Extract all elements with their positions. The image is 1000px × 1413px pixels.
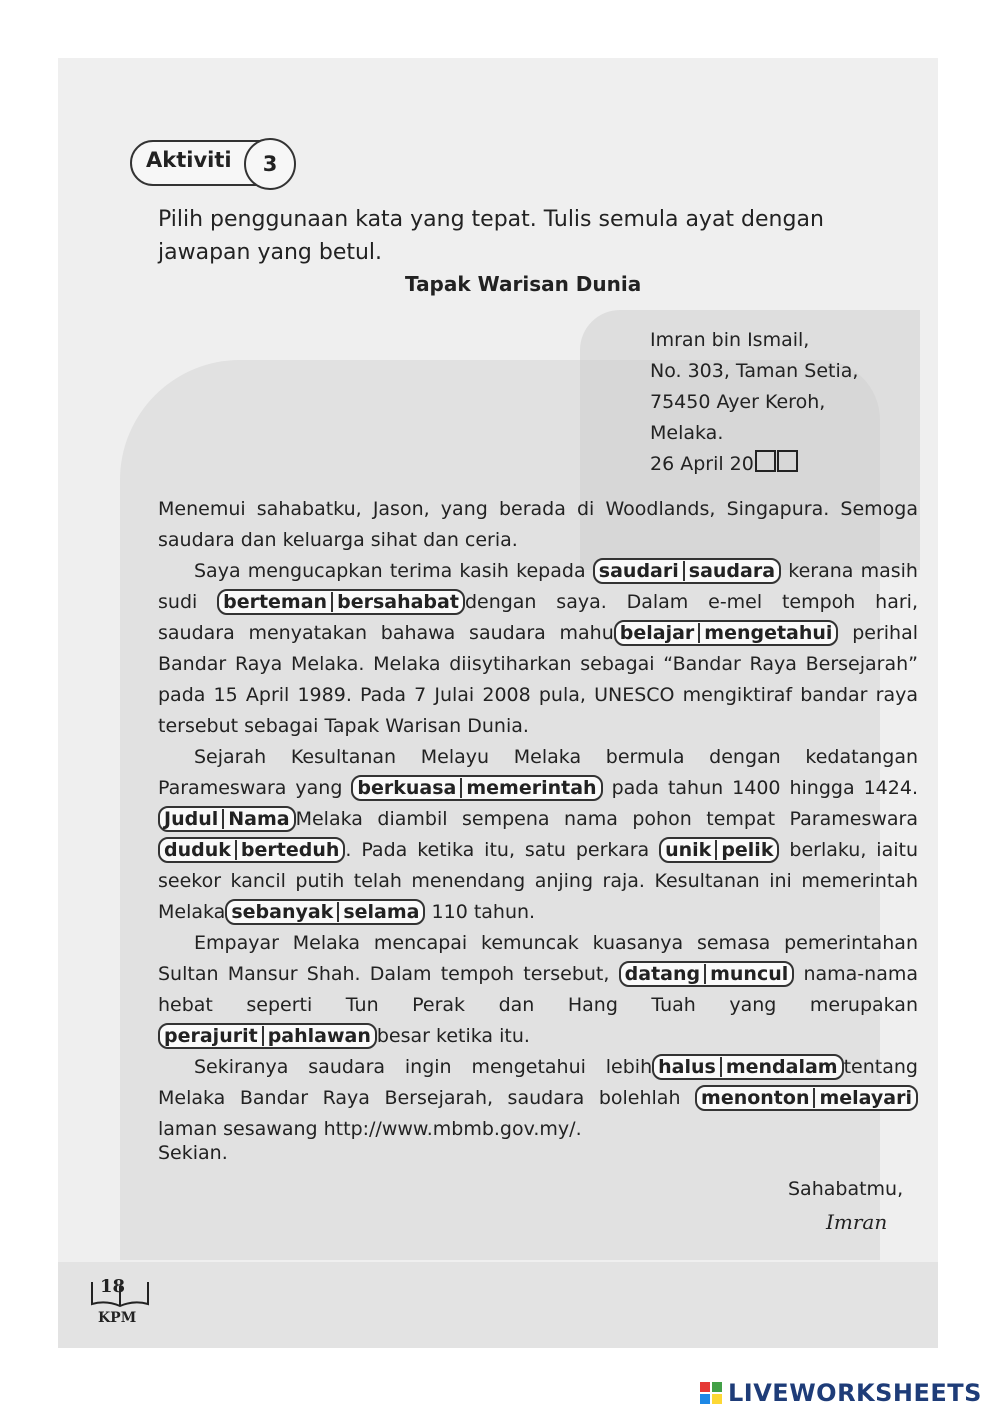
option-b[interactable]: melayari [819, 1087, 912, 1109]
text: besar ketika itu. [376, 1025, 530, 1047]
website-url: http://www.mbmb.gov.my/ [323, 1118, 576, 1140]
text: . Pada ketika itu, satu perkara [345, 839, 650, 861]
address-line-2: No. 303, Taman Setia, [650, 360, 859, 382]
text: pada tahun 1400 hingga 1424. [611, 777, 918, 799]
letter-date [650, 449, 858, 480]
letter-body [158, 494, 918, 1145]
option-a[interactable]: berteman [223, 591, 328, 613]
publisher: KPM [98, 1310, 137, 1326]
text: perihal Bandar Raya Melaka. Melaka diisytiharkan sebagai “Bandar Raya Bersejarah” pada 15 April 1989. Pada 7 Julai 2008 pula, UNESCO mengiktiraf bandar raya tersebut sebagai Tapak Warisan Dunia. [158, 622, 918, 737]
word-choice[interactable] [158, 806, 296, 832]
option-a[interactable]: duduk [164, 839, 231, 861]
paragraph-2 [158, 556, 918, 742]
signature: Imran [826, 1210, 888, 1234]
text: Sekiranya saudara ingin mengetahui lebih [194, 1056, 653, 1078]
text: kerana masih sudi [158, 560, 918, 613]
paragraph-5 [158, 1052, 918, 1145]
date-text: 26 April 20 [650, 453, 754, 475]
address-line-1: Imran bin Ismail, [650, 329, 810, 351]
page-number: 18 [100, 1276, 126, 1297]
word-choice[interactable] [659, 837, 779, 863]
option-a[interactable]: belajar [619, 622, 695, 644]
text: dengan saya. Dalam e-mel tempoh hari, saudara menyatakan bahawa saudara mahu [158, 591, 918, 644]
option-b[interactable]: bersahabat [337, 591, 459, 613]
word-choice[interactable] [158, 837, 345, 863]
option-a[interactable]: unik [665, 839, 712, 861]
text: nama-nama hebat seperti Tun Perak dan Hang Tuah yang merupakan [158, 963, 918, 1016]
option-b[interactable]: selama [343, 901, 420, 923]
address-line-3: 75450 Ayer Keroh, [650, 391, 826, 413]
option-a[interactable]: perajurit [164, 1025, 258, 1047]
brand-logo-icon [700, 1382, 722, 1404]
word-choice[interactable] [619, 961, 795, 987]
sender-address [650, 325, 858, 480]
option-b[interactable]: pelik [721, 839, 774, 861]
text: 110 tahun. [431, 901, 536, 923]
closing: Sekian. [158, 1142, 228, 1164]
text: laman sesawang [158, 1118, 318, 1140]
instruction: Pilih penggunaan kata yang tepat. Tulis semula ayat dengan jawapan yang betul. [158, 207, 824, 265]
option-b[interactable]: saudara [688, 560, 776, 582]
option-b[interactable]: memerintah [466, 777, 597, 799]
option-b[interactable]: muncul [710, 963, 789, 985]
option-a[interactable]: datang [624, 963, 701, 985]
word-choice[interactable] [158, 1023, 377, 1049]
page-number-badge [88, 1276, 152, 1326]
option-a[interactable]: Judul [164, 808, 219, 830]
word-choice[interactable] [614, 620, 839, 646]
text: berlaku, iaitu seekor kancil putih telah menendang anjing raja. Kesultanan ini memerintah Melaka [158, 839, 918, 923]
word-choice[interactable] [217, 589, 465, 615]
option-a[interactable]: halus [658, 1056, 716, 1078]
text: Empayar Melaka mencapai kemuncak kuasanya semasa pemerintahan Sultan Mansur Shah. Dalam tempoh tersebut, [158, 932, 918, 985]
year-digit-box [755, 450, 776, 472]
text: Melaka diambil sempena nama pohon tempat Parameswara [295, 808, 918, 830]
paragraph-3 [158, 742, 918, 928]
signoff: Sahabatmu, [788, 1178, 904, 1200]
activity-number: 3 [244, 138, 296, 190]
option-a[interactable]: berkuasa [357, 777, 457, 799]
option-a[interactable]: sebanyak [231, 901, 334, 923]
text: tentang Melaka Bandar Raya Bersejarah, saudara bolehlah [158, 1056, 918, 1109]
text: Sejarah Kesultanan Melayu Melaka bermula dengan kedatangan Parameswara yang [158, 746, 918, 799]
bottom-band [58, 1262, 938, 1348]
paragraph-4 [158, 928, 918, 1052]
text: Saya mengucapkan terima kasih kepada [194, 560, 586, 582]
option-b[interactable]: berteduh [240, 839, 340, 861]
option-a[interactable]: saudari [598, 560, 679, 582]
option-b[interactable]: mendalam [725, 1056, 838, 1078]
option-b[interactable]: pahlawan [267, 1025, 371, 1047]
option-b[interactable]: mengetahui [704, 622, 833, 644]
brand-name: LIVEWORKSHEETS [728, 1379, 982, 1407]
option-b[interactable]: Nama [228, 808, 290, 830]
option-a[interactable]: menonton [701, 1087, 810, 1109]
word-choice[interactable] [593, 558, 781, 584]
paragraph-1: Menemui sahabatku, Jason, yang berada di Woodlands, Singapura. Semoga saudara dan keluarga sihat dan ceria. [158, 498, 918, 551]
word-choice[interactable] [351, 775, 602, 801]
year-digit-box [777, 450, 798, 472]
activity-label: Aktiviti [146, 148, 232, 172]
brand-watermark [700, 1378, 982, 1408]
letter-title: Tapak Warisan Dunia [405, 272, 642, 296]
word-choice[interactable] [225, 899, 425, 925]
address-line-4: Melaka. [650, 422, 724, 444]
text: . [575, 1118, 582, 1140]
word-choice[interactable] [652, 1054, 843, 1080]
word-choice[interactable] [695, 1085, 918, 1111]
